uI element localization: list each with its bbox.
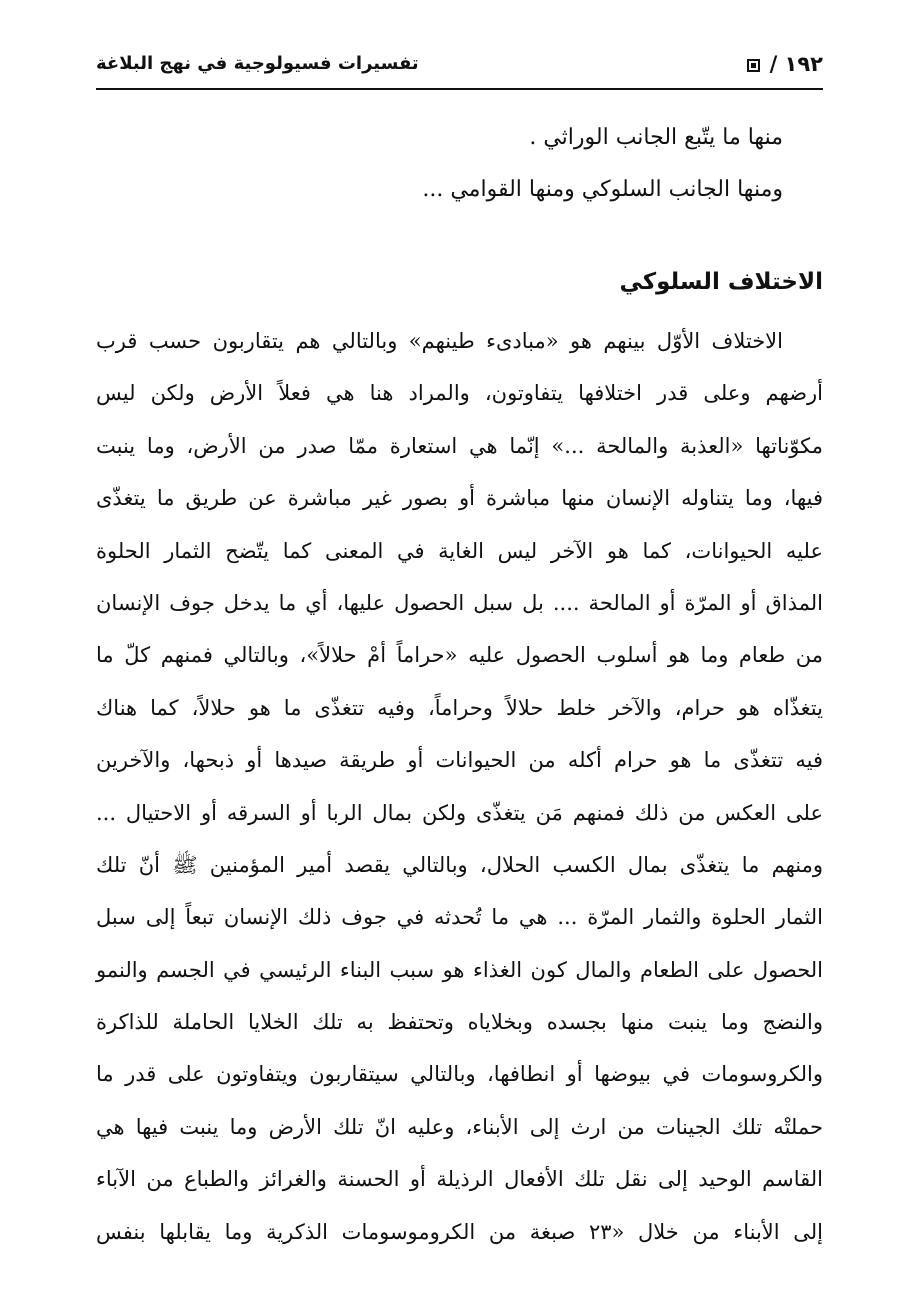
book-title: تفسيرات فسيولوجية في نهج البلاغة: [96, 53, 419, 74]
paragraph-line: والنضج وما ينبت منها بجسده وبخلاياه وتحتفظ به تلك الخلايا الحاملة للذاكرة: [96, 1010, 823, 1035]
paragraph-line: ومنهم ما يتغذّى بمال الكسب الحلال، وبالتالي يقصد أمير المؤمنين ﷺ أنّ تلك: [96, 852, 823, 877]
page-number: ١٩٢: [784, 52, 823, 76]
section-heading: الاختلاف السلوكي: [619, 269, 823, 295]
square-ornament-icon: [747, 59, 760, 72]
running-header: [96, 44, 823, 90]
paragraph-line: عليه الحيوانات، كما هو الآخر ليس الغاية في المعنى كما يتّضح الثمار الحلوة: [96, 538, 823, 563]
page-body: [96, 112, 823, 1244]
paragraph-line: يتغذّاه هو حرام، والآخر خلط حلالاً وحراماً، وفيه تتغذّى ما هو حلالاً، كما هناك: [96, 695, 823, 720]
header-rule: [96, 88, 823, 90]
paragraph-line: حملتْه تلك الجينات من ارث إلى الأبناء، وعليه انّ تلك الأرض وما ينبت فيها هي: [96, 1114, 823, 1139]
paragraph-line: أرضهم وعلى قدر اختلافها يتفاوتون، والمراد هنا هي فعلاً الأرض ولكن ليس: [96, 381, 823, 406]
paragraph-line: فيها، وما يتناوله الإنسان منها مباشرة أو بصور غير مباشرة عن طريق ما يتغذّى: [96, 486, 823, 511]
paragraph-line: إلى الأبناء من خلال «٢٣ صبغة من الكروموسومات الذكرية وما يقابلها بنفس: [96, 1219, 823, 1244]
paragraph-line: فيه تتغذّى ما هو حرام أكله من الحيوانات أو طريقة صيدها أو ذبحها، والآخرين: [96, 748, 823, 773]
paragraph-line: من طعام وما هو أسلوب الحصول عليه «حراماً أمْ حلالاً»، وبالتالي فمنهم كلّ ما: [96, 643, 823, 668]
paragraph-line: مكوّناتها «العذبة والمالحة ...» إنّما هي استعارة ممّا صدر من الأرض، وما ينبت: [96, 433, 823, 458]
paragraph-line: المذاق أو المرّة أو المالحة .... بل سبل الحصول عليها، أي ما يدخل جوف الإنسان: [96, 590, 823, 615]
paragraph-line: الاختلاف الأوّل بينهم هو «مبادىء طينهم» وبالتالي هم يتقاربون حسب قرب: [96, 329, 783, 353]
section-paragraph: [96, 315, 823, 1258]
paragraph-line: على العكس من ذلك فمنهم مَن يتغذّى ولكن بمال الربا أو السرقه أو الاحتيال ...: [96, 800, 823, 825]
page-number-group: [745, 50, 823, 78]
paragraph-line: الحصول على الطعام والمال كون الغذاء هو سبب البناء الرئيسي في الجسم والنمو: [96, 957, 823, 982]
intro-line: ومنها الجانب السلوكي ومنها القوامي ...: [422, 177, 783, 202]
paragraph-line: الثمار الحلوة والثمار المرّة ... هي ما تُحدثه في جوف ذلك الإنسان تبعاً إلى سبل: [96, 905, 823, 930]
intro-line: منها ما يتّبع الجانب الوراثي .: [529, 125, 783, 150]
paragraph-line: والكروسومات في بيوضها أو انطافها، وبالتالي سيتقاربون ويتفاوتون على قدر ما: [96, 1062, 823, 1087]
paragraph-line: القاسم الوحيد إلى نقل تلك الأفعال الرذيلة أو الحسنة والغرائز والطباع من الآباء: [96, 1167, 823, 1192]
header-separator: /: [769, 52, 778, 76]
